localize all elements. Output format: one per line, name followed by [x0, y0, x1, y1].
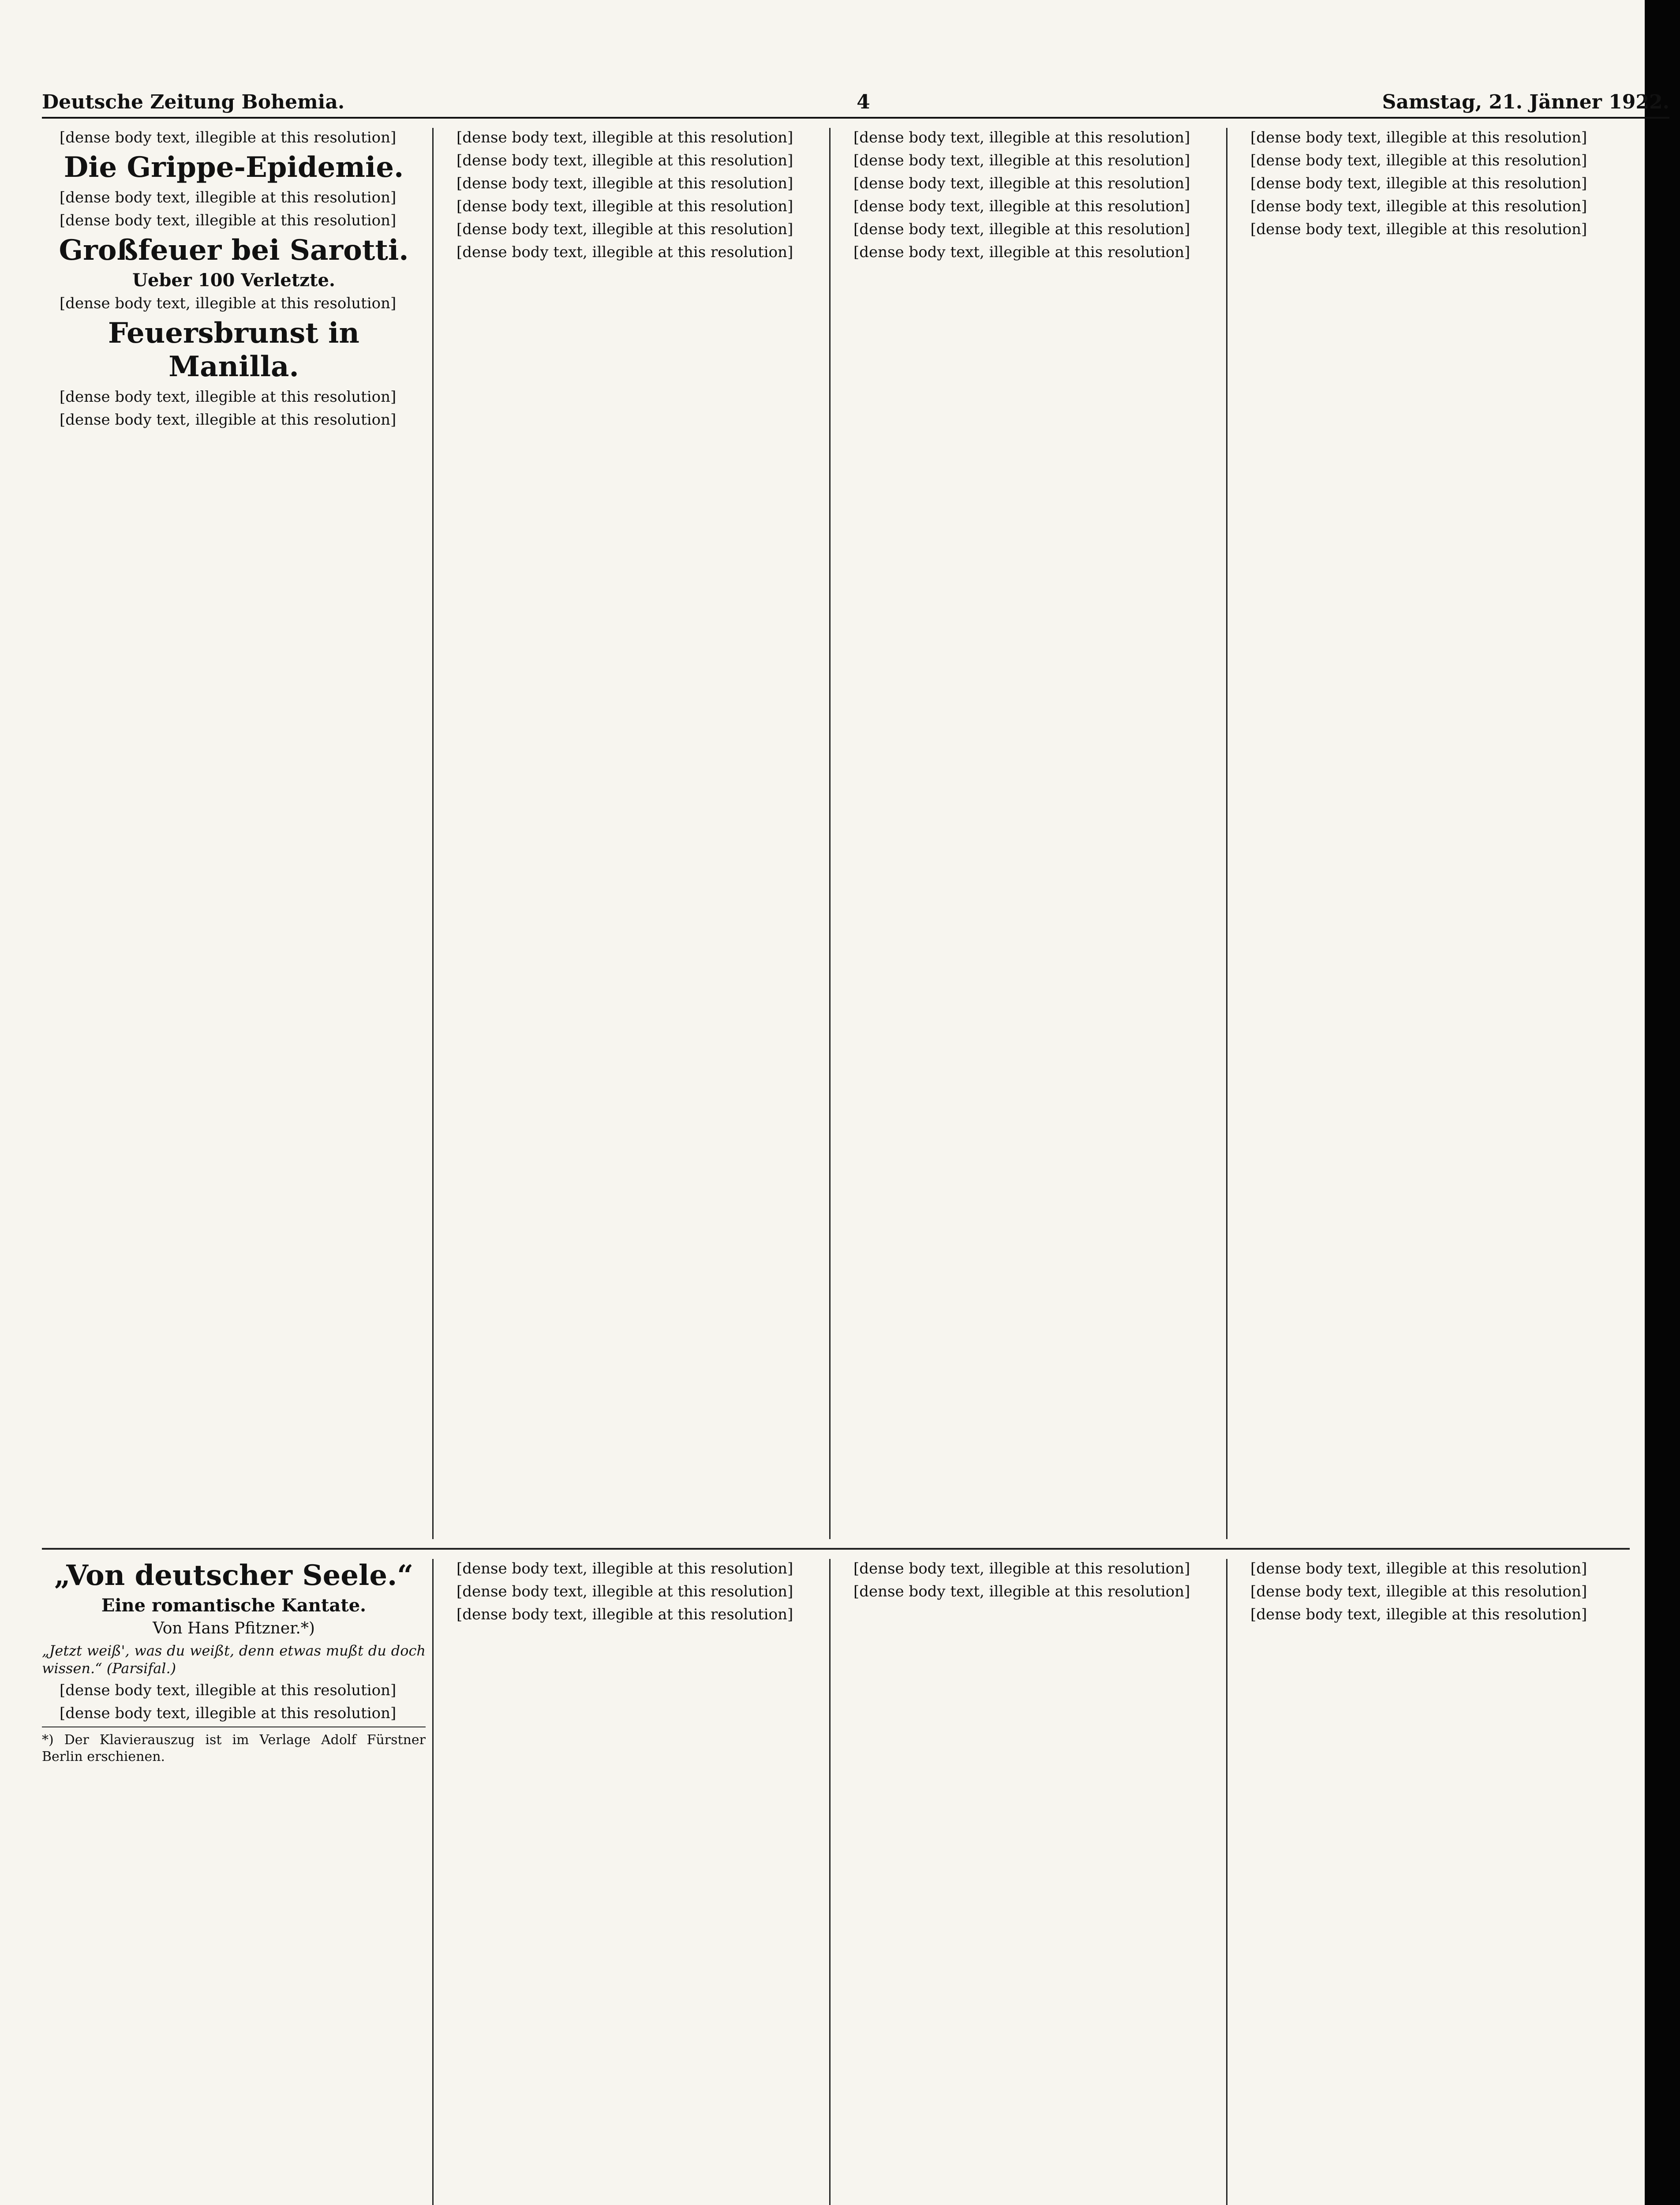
column-rule — [1226, 128, 1227, 1539]
article-text: [dense body text, illegible at this resolution] — [456, 152, 793, 169]
feuilleton-subtitle: Eine romantische Kantate. — [101, 1595, 367, 1616]
page-number: 4 — [857, 91, 870, 113]
article-text: [dense body text, illegible at this resolution] — [456, 129, 793, 146]
bottom-column-3 — [836, 1559, 1220, 2205]
subheadline-sarotti: Ueber 100 Verletzte. — [132, 270, 335, 291]
headline-sarotti: Großfeuer bei Sarotti. — [59, 234, 409, 267]
article-text: [dense body text, illegible at this resolution] — [853, 198, 1190, 215]
article-text: [dense body text, illegible at this resolution] — [1250, 198, 1587, 215]
masthead: Deutsche Zeitung Bohemia. — [42, 91, 345, 113]
article-text: [dense body text, illegible at this resolution] — [853, 1560, 1190, 1577]
column-rule — [432, 1559, 434, 2205]
article-text: [dense body text, illegible at this resolution] — [456, 1583, 793, 1600]
article-text: [dense body text, illegible at this resolution] — [60, 129, 397, 146]
top-column-1 — [42, 128, 426, 1539]
headline-grippe: Die Grippe-Epidemie. — [64, 151, 404, 184]
feuilleton-title: „Von deutscher Seele.“ — [54, 1559, 414, 1592]
top-column-4 — [1233, 128, 1630, 1539]
scan-edge — [1645, 0, 1680, 2205]
article-text: [dense body text, illegible at this resolution] — [853, 243, 1190, 261]
article-text: [dense body text, illegible at this resolution] — [1250, 129, 1587, 146]
headline-manilla: Feuersbrunst in Manilla. — [108, 317, 359, 383]
article-text: [dense body text, illegible at this resolution] — [60, 189, 397, 206]
column-rule — [829, 128, 831, 1539]
feuilleton-byline: Von Hans Pfitzner.*) — [153, 1619, 315, 1637]
article-text: [dense body text, illegible at this resolution] — [853, 1583, 1190, 1600]
article-text: [dense body text, illegible at this resolution] — [456, 1606, 793, 1623]
bottom-column-4 — [1233, 1559, 1630, 2205]
article-text: [dense body text, illegible at this resolution] — [1250, 1583, 1587, 1600]
issue-date: Samstag, 21. Jänner 1922. — [1382, 91, 1669, 113]
section-divider — [42, 1548, 1630, 1550]
article-text: [dense body text, illegible at this resolution] — [60, 212, 397, 229]
column-rule — [1226, 1559, 1227, 2205]
article-text: [dense body text, illegible at this resolution] — [853, 129, 1190, 146]
bottom-column-1 — [42, 1559, 426, 2205]
article-text: [dense body text, illegible at this resolution] — [1250, 1560, 1587, 1577]
article-text: [dense body text, illegible at this resolution] — [60, 1682, 397, 1699]
top-column-3 — [836, 128, 1220, 1539]
page-header — [42, 86, 1669, 119]
article-text: [dense body text, illegible at this resolution] — [456, 1560, 793, 1577]
article-text: [dense body text, illegible at this resolution] — [456, 243, 793, 261]
article-text: [dense body text, illegible at this resolution] — [456, 198, 793, 215]
article-text: [dense body text, illegible at this resolution] — [60, 411, 397, 429]
bottom-column-2 — [439, 1559, 823, 2205]
article-text: [dense body text, illegible at this resolution] — [853, 220, 1190, 238]
article-text: [dense body text, illegible at this resolution] — [853, 152, 1190, 169]
article-text: [dense body text, illegible at this resolution] — [60, 295, 397, 312]
feuilleton-epigraph: „Jetzt weiß', was du weißt, denn etwas mußt du doch wissen.“ (Parsifal.) — [42, 1642, 426, 1677]
article-text: [dense body text, illegible at this resolution] — [1250, 175, 1587, 192]
footnote: *) Der Klavierauszug ist im Verlage Adolf Fürstner Berlin erschienen. — [42, 1727, 426, 1765]
article-text: [dense body text, illegible at this resolution] — [60, 388, 397, 406]
article-text: [dense body text, illegible at this resolution] — [456, 220, 793, 238]
article-text: [dense body text, illegible at this resolution] — [853, 175, 1190, 192]
column-rule — [432, 128, 434, 1539]
column-rule — [829, 1559, 831, 2205]
article-text: [dense body text, illegible at this resolution] — [456, 175, 793, 192]
article-text: [dense body text, illegible at this resolution] — [1250, 152, 1587, 169]
article-text: [dense body text, illegible at this resolution] — [60, 1704, 397, 1722]
article-text: [dense body text, illegible at this resolution] — [1250, 220, 1587, 238]
top-column-2 — [439, 128, 823, 1539]
article-text: [dense body text, illegible at this resolution] — [1250, 1606, 1587, 1623]
